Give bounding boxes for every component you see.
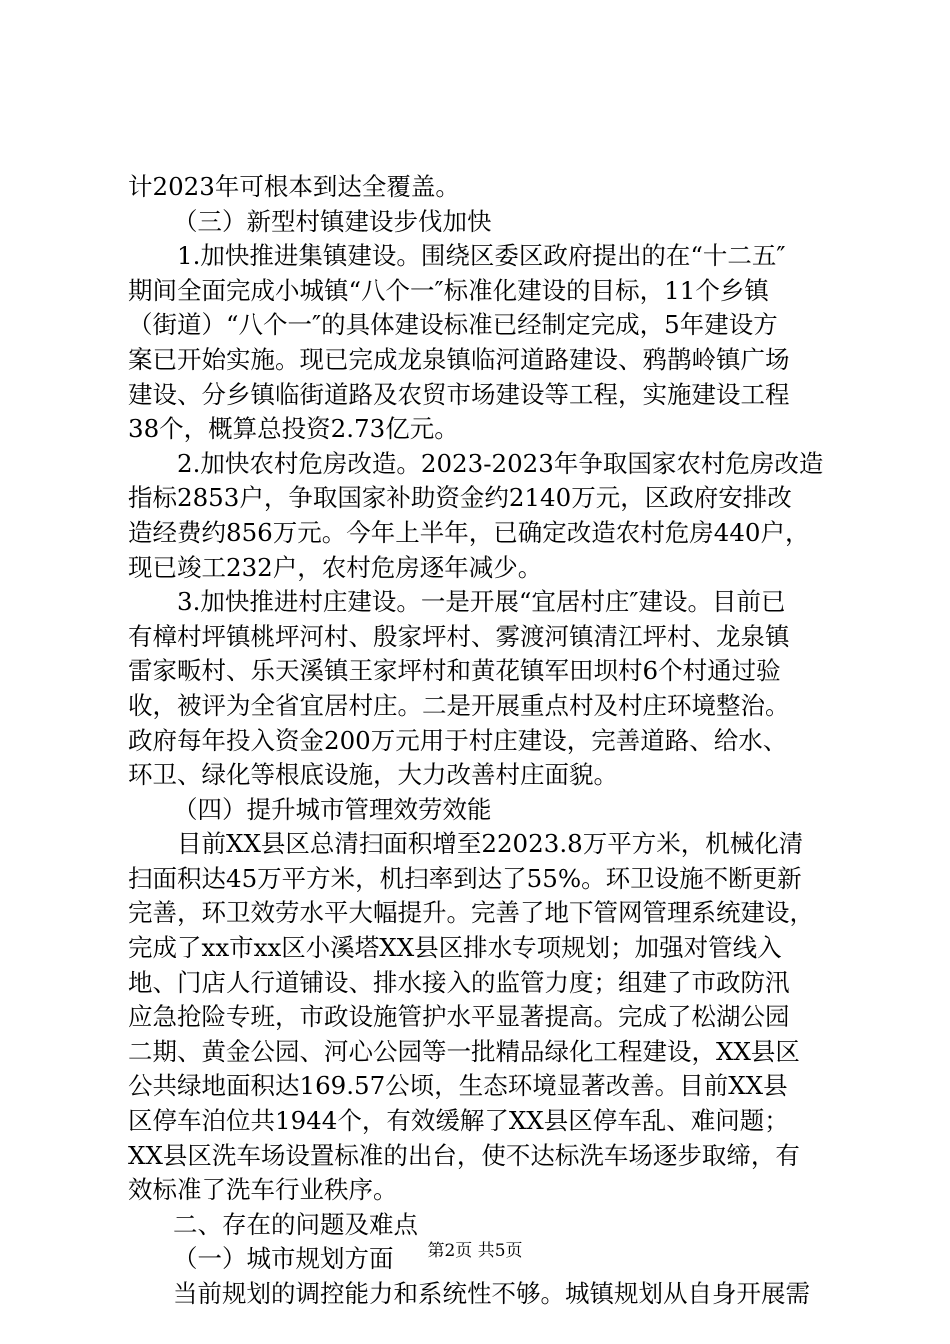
text-line: 建设、分乡镇临街道路及农贸市场建设等工程，实施建设工程 xyxy=(128,379,790,409)
text-line: 造经费约856万元。今年上半年，已确定改造农村危房440户， xyxy=(128,517,810,547)
text-line: （四）提升城市管理效劳效能 xyxy=(173,794,492,824)
text-line: 完成了xx市xx区小溪塔XX县区排水专项规划；加强对管线入 xyxy=(128,933,782,963)
text-line: 3.加快推进村庄建设。一是开展“宜居村庄″建设。目前已 xyxy=(177,587,786,617)
text-line: 完善，环卫效劳水平大幅提升。完善了地下管网管理系统建设， xyxy=(128,898,814,928)
page-footer: 第2页 共5页 xyxy=(427,1241,523,1261)
text-line: （三）新型村镇建设步伐加快 xyxy=(173,206,492,236)
document-body xyxy=(128,170,834,1312)
text-line: 区停车泊位共1944个，有效缓解了XX县区停车乱、难问题； xyxy=(128,1106,789,1136)
text-line: 应急抢险专班，市政设施管护水平显著提高。完成了松湖公园 xyxy=(128,1002,790,1032)
text-line: 效标准了洗车行业秩序。 xyxy=(128,1175,398,1205)
text-line: 二、存在的问题及难点 xyxy=(173,1209,418,1239)
text-line: 计2023年可根本到达全覆盖。 xyxy=(128,172,460,201)
text-line: 2.加快农村危房改造。2023-2023年争取国家农村危房改造 xyxy=(177,448,824,478)
text-line: 扫面积达45万平方米，机扫率到达了55%。环卫设施不断更新 xyxy=(128,863,802,893)
text-line: 案已开始实施。现已完成龙泉镇临河道路建设、鸦鹊岭镇广场 xyxy=(128,344,790,374)
text-line: 指标2853户，争取国家补助资金约2140万元，区政府安排改 xyxy=(128,483,792,513)
text-line: 雷家畈村、乐天溪镇王家坪村和黄花镇军田坝村6个村通过验 xyxy=(128,656,781,686)
text-line: 期间全面完成小城镇“八个一″标准化建设的目标，11个乡镇 xyxy=(128,275,769,305)
text-line: 公共绿地面积达169.57公顷，生态环境显著改善。目前XX县 xyxy=(128,1071,788,1101)
text-line: XX县区洗车场设置标准的出台，使不达标洗车场逐步取缔，有 xyxy=(128,1140,800,1170)
text-line: 收，被评为全省宜居村庄。二是开展重点村及村庄环境整治。 xyxy=(128,690,790,720)
text-line: 38个，概算总投资2.73亿元。 xyxy=(128,414,459,444)
text-line: 目前XX县区总清扫面积增至22023.8万平方米，机械化清 xyxy=(177,829,804,859)
text-line: 现已竣工232户，农村危房逐年减少。 xyxy=(128,552,543,582)
text-line: 环卫、绿化等根底设施，大力改善村庄面貌。 xyxy=(128,760,618,790)
text-line: 二期、黄金公园、河心公园等一批精品绿化工程建设，XX县区 xyxy=(128,1036,800,1066)
text-line: （街道）“八个一″的具体建设标准已经制定完成，5年建设方 xyxy=(128,310,778,340)
text-line: 1.加快推进集镇建设。围绕区委区政府提出的在“十二五″ xyxy=(177,241,786,271)
text-line: 当前规划的调控能力和系统性不够。城镇规划从自身开展需 xyxy=(173,1279,810,1308)
text-line: 地、门店人行道铺设、排水接入的监管力度；组建了市政防汛 xyxy=(128,967,790,997)
text-line: （一）城市规划方面 xyxy=(173,1244,394,1274)
text-line: 政府每年投入资金200万元用于村庄建设，完善道路、给水、 xyxy=(128,725,788,755)
text-line: 有樟村坪镇桃坪河村、殷家坪村、雾渡河镇清江坪村、龙泉镇 xyxy=(128,621,790,651)
